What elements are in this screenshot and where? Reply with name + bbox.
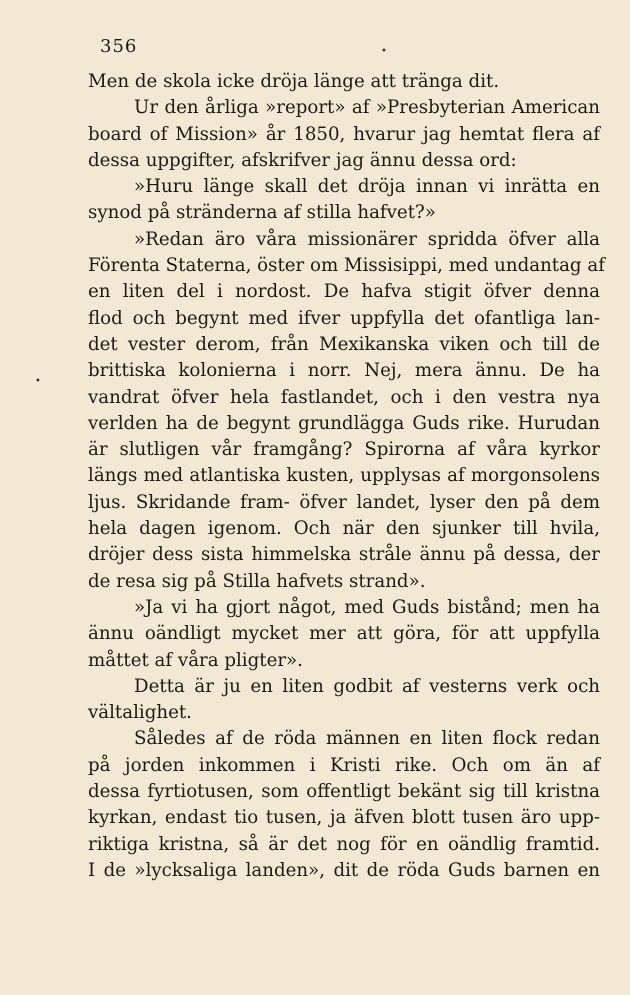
text-line: »Ja vi ha gjort något, med Guds bistånd; men ha [134,596,600,618]
text-line: I de »lycksaliga landen», dit de röda Guds barnen en [88,859,600,881]
text-line: kyrkan, endast tio tusen, ja äfven blott tusen äro upp- [88,807,600,829]
text-line: måttet af våra pligter». [88,649,303,671]
text-line: Men de skola icke dröja länge att tränga dit. [88,71,500,92]
text-line: ännu oändligt mycket mer att göra, för att uppfylla [88,623,600,645]
text-line: är slutligen vår framgång? Spirorna af våra kyrkor [88,439,600,461]
text-line: Detta är ju en liten godbit af vesterns verk och [134,675,600,697]
text-line: board of Mission» år 1850, hvarur jag hemtat flera af [88,123,600,145]
text-line: det vester derom, från Mexikanska viken och till de [88,333,600,355]
text-line: »Huru länge skall det dröja innan vi inrätta en [134,176,600,198]
text-line: Ur den årliga »report» af »Presbyterian American [134,97,600,119]
text-line: flod och begynt med ifver uppfylla det ofantliga lan- [88,307,600,329]
text-line: vandrat öfver hela fastlandet, och i den vestra nya [88,386,600,408]
text-line: dessa fyrtiotusen, som offentligt bekänt sig till kristna [88,781,600,803]
text-line: hela dagen igenom. Och när den sjunker till hvila, [88,518,600,540]
text-line: de resa sig på Stilla hafvets strand». [88,570,426,592]
text-line: Förenta Staterna, öster om Missisippi, med undantag af [88,255,605,277]
text-line: dröjer dess sista himmelska stråle ännu på dessa, der [88,544,600,566]
text-line: på jorden inkommen i Kristi rike. Och om än af [88,754,600,776]
text-line: »Redan äro våra missionärer spridda öfver alla [134,228,600,250]
text-line: Således af de röda männen en liten flock redan [134,728,600,750]
text-line: dessa uppgifter, afskrifver jag ännu dessa ord: [88,149,517,171]
text-line: synod på stränderna af stilla hafvet?» [88,202,436,224]
text-line: en liten del i nordost. De hafva stigit öfver denna [88,281,600,303]
text-line: brittiska kolonierna i norr. Nej, mera ännu. De ha [88,360,600,382]
print-speck: • [381,46,387,57]
page-number: 356 [100,36,138,57]
text-line: längs med atlantiska kusten, upplysas af morgonsolens [88,465,600,487]
text-line: verlden ha de begynt grundlägga Guds rike. Hurudan [88,412,600,434]
text-line: ljus. Skridande fram- öfver landet, lyser den på dem [88,491,600,513]
body-text [88,69,605,884]
text-line: vältalighet. [88,702,192,724]
print-speck: • [35,376,41,387]
text-line: riktiga kristna, så är det nog för en oändlig framtid. [88,833,600,855]
